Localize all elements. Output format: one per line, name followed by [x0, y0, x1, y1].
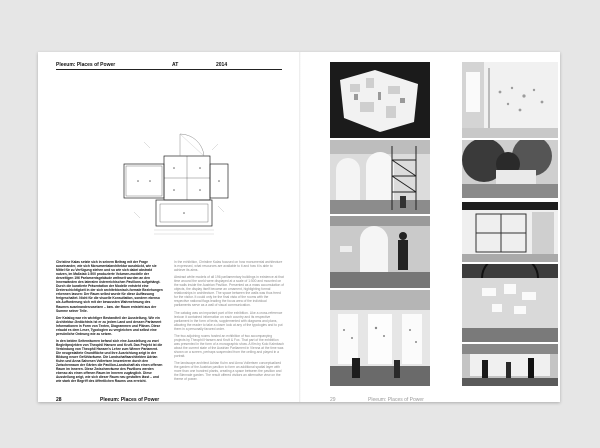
german-paragraph: In den beiden Seitenräumen befand sich eine Ausstellung zu zwei Begleitprojekten von Theophil Hansen und Kruft. Das Projekt ist die Verbindung von Theophil Hansen's Lehre zum Wiener Parlament. Die neugestaltete Grundfläche und ihre Ausrichtung zeigt in der Bildung neuer Gefühlsräume. Die Landschaftsarchitekten Adrian Kuhn und Anna Salvesen Vollertsen inszenieren durch den Zwischenraum der Gärten die Pavillon-Landschaft als einen offenen Raum im Inneren. Diese Zwischenräume des Pavillons werden ebenso als einen offenen Raum im Inneren zugänglich. Diese Ausstellung zeigt, wie sich dieser Raum neu gestalten lässt – und wie stark der Begriff des öffentlichen Raums uns erreicht.: [56, 338, 163, 384]
english-paragraph: The catalog was an important part of the exhibition. Like a cross-reference lexicon it contained information on each country and its respective parliament in the form of texts, supplemented with diagrams and plans, allowing the reader to take a closer look at any of the typologies and to put them in a personally favored order.: [174, 310, 283, 331]
english-paragraph: The two adjoining rooms hosted an exhibition of two accompanying projects by Theophil Hansen and Kruft & Fox. That part of the exhibition was presented in the form of a monographic show. A film by Kolo Kalmbach about the current state of the Austrian Parliament in Vienna at the time was shown on a screen, perhaps suspended from the ceiling and played in a portrait.: [174, 333, 284, 358]
right-page-number: 29: [330, 397, 336, 403]
left-header-rule: [56, 69, 282, 70]
english-text-column: [174, 260, 284, 392]
german-text-column: [56, 260, 164, 392]
german-paragraph: Der Katalog war ein wichtiger Bestandteil der Ausstellung. Wie ein Architektur-Gedächtnis ist er zu jedem Land und dessen Parlament Informationen in Form von Texten, Diagrammen und Plänen. Diese erlaubt es dem Leser, Typologien zu vergleichen und selbst eine persönliche Ordnung wie zu setzen.: [56, 315, 162, 336]
photo-frame-structure: [462, 202, 558, 262]
photo-hall-scaffolding: [330, 140, 430, 214]
photo-garden: [462, 140, 558, 198]
german-paragraph: Christine Kalas setzte sich in seinem Beitrag mit der Frage auseinander, wie sich Monumentalarchitektur ausdrückt, wie sie Mittel für zu Verfügung stehen und so wie sich dabei abstrakt nutzen, im Maßstab 1:500 produzierte Volumen-modelle der derzeitigen 196 Parlamentsgebäude weltweit wurden an den Innenwänden des lateralen österreichischen Pavillons aufgehängt. Durch die kuratierte Präsentation der Modelle entsteht eine Dreierschichtigkeit in der sich architektonisch-formale Beziehungen erkennen lassen: Der Raum selbst wurde für diese Auffassung freigeschaltet. Nicht für die visuelle Konsultation, sondern ebenso als Aufforderung sich mit der bewussten Wahrnehmung des Raumes auseinanderzusetzen – bzw. der Raum entsteht aus der Summe seiner Teile.: [56, 260, 163, 313]
photo-visitors: [462, 344, 558, 386]
photo-hanging-models: [462, 264, 558, 342]
photo-installing-models: [330, 216, 430, 288]
photo-gallery-wall-models: [462, 62, 558, 138]
photo-exhibition-room: [330, 290, 430, 386]
english-paragraph: The landscape architect Adrian Kuhn and Anna Vollertsen conceptualized the garden of the Austrian pavilion to form an additional spatial layer with more than one hundred plants, creating a space between the pavilion and the Biennale garden. The result offered visitors an alternative view on the theme of power.: [174, 361, 282, 382]
english-paragraph: In the exhibition, Christine Kalas focused on how monumental architecture is expressed, what resources are available to it and how it is able to achieve its aims.: [174, 260, 283, 273]
left-page-number: 28: [56, 397, 62, 403]
left-header-year: 2014: [216, 62, 228, 68]
left-header-code: AT: [172, 62, 179, 68]
left-footer-title: Pleeum: Places of Power: [100, 397, 160, 403]
spine-gutter: [299, 52, 301, 402]
magazine-spread: [38, 52, 560, 402]
floor-plan-drawing: [114, 126, 234, 244]
right-footer-title: Pleeum: Places of Power: [368, 397, 424, 403]
english-paragraph: Abstract white models of all 196 parliamentary buildings in existence at that time around the world were displayed at a scale of 1:500 and mounted on the walls inside the Austrian Pavilion. Presented as a mass accumulation of objects, the display itself became an ornament, highlighting formal relationships in architecture. The space between the walls was thus freed for the visitor. It could only be the final vista of the rooms with the respective national flags leading the focus area of the individual parliaments serve as a wall of visual communication.: [174, 275, 284, 308]
photo-model-overhead: [330, 62, 430, 138]
left-header-title: Pleeum: Places of Power: [56, 62, 116, 68]
